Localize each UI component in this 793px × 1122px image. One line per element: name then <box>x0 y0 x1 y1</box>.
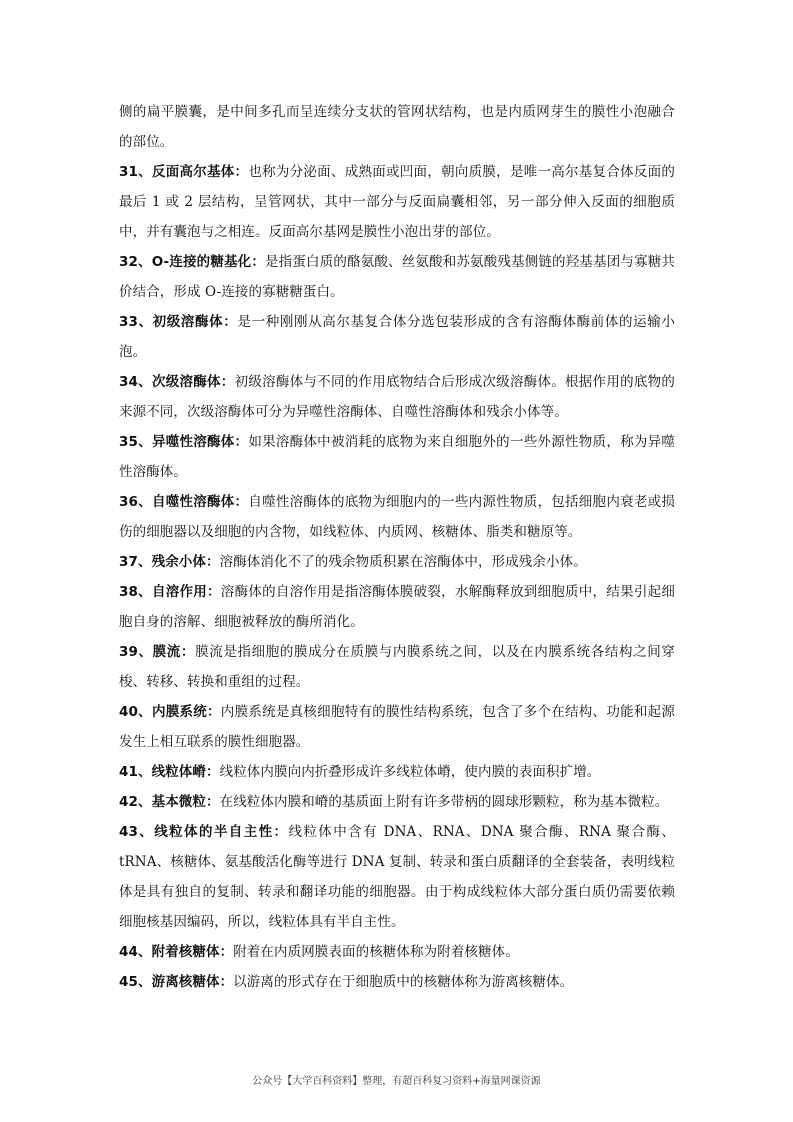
entry-term: 初级溶酶体： <box>152 314 238 330</box>
entry-term: 残余小体： <box>151 554 220 570</box>
page-footer: 公众号【大学百科资料】整理，有超百科复习资料+海量网课资源 <box>252 1076 541 1087</box>
entry-term: 游离核糖体： <box>151 974 234 990</box>
entry-number: 38、 <box>119 584 152 600</box>
entry-number: 37、 <box>119 554 152 570</box>
entry-definition: 溶酶体消化不了的残余物质积累在溶酶体中，形成残余小体。 <box>219 554 587 570</box>
entry-definition: 以游离的形式存在于细胞质中的核糖体称为游离核糖体。 <box>233 974 574 990</box>
glossary-entry-33 <box>119 307 675 367</box>
entry-term: 自溶作用： <box>151 584 221 600</box>
entry-definition: 线粒体内膜向内折叠形成许多线粒体嵴，使内膜的表面积扩增。 <box>219 764 601 780</box>
entry-definition: 溶酶体的自溶作用是指溶酶体膜破裂，水解酶释放到细胞质中，结果引起细胞自身的溶解、细胞被释放的酶所消化。 <box>119 584 676 630</box>
entry-term: 次级溶酶体： <box>151 374 235 390</box>
entry-definition: 膜流是指细胞的膜成分在质膜与内膜系统之间，以及在内膜系统各结构之间穿梭、转移、转换和重组的过程。 <box>119 644 675 690</box>
glossary-entry-43 <box>119 817 675 937</box>
entry-number: 34、 <box>119 374 152 390</box>
glossary-entry-39 <box>119 637 675 697</box>
entry-term: 线粒体的半自主性： <box>154 824 289 840</box>
glossary-entry-42 <box>119 787 675 817</box>
entry-number: 35、 <box>119 434 152 450</box>
entry-term: 膜流： <box>152 644 196 660</box>
entry-term: 基本微粒： <box>151 794 220 810</box>
entry-term: 自噬性溶酶体： <box>151 494 249 510</box>
entry-number: 31、 <box>119 164 152 180</box>
glossary-entry-37 <box>119 547 675 577</box>
entry-number: 44、 <box>119 944 152 960</box>
entry-term: 线粒体嵴： <box>151 764 220 780</box>
entry-definition: 如果溶酶体中被消耗的底物为来自细胞外的一些外源性物质，称为异噬性溶酶体。 <box>119 434 675 480</box>
entry-number: 42、 <box>119 794 152 810</box>
entry-number: 40、 <box>119 704 152 720</box>
glossary-entry-38 <box>119 577 675 637</box>
glossary-entry-45 <box>119 967 675 997</box>
entry-term: 内膜系统： <box>151 704 221 720</box>
entry-number: 36、 <box>119 494 152 510</box>
entry-definition: 是指蛋白质的酪氨酸、丝氨酸和苏氨酸残基侧链的羟基基团与寡糖共价结合，形成 O-连接的寡糖糖蛋白。 <box>119 254 676 300</box>
entry-number: 43、 <box>119 824 155 840</box>
glossary-entry-32 <box>119 247 675 307</box>
entry-term: 反面高尔基体： <box>151 164 249 180</box>
entry-definition: 是一种刚刚从高尔基复合体分选包装形成的含有溶酶体酶前体的运输小泡。 <box>119 314 675 360</box>
entry-number: 33、 <box>119 314 153 330</box>
entry-definition: 附着在内质网膜表面的核糖体称为附着核糖体。 <box>233 944 519 960</box>
entry-term: 异噬性溶酶体： <box>151 434 249 450</box>
glossary-entry-31 <box>119 157 675 247</box>
glossary-entry-36 <box>119 487 675 547</box>
entry-definition: 也称为分泌面、成熟面或凹面，朝向质膜，是唯一高尔基复合体反面的最后 1 或 2 层结构，呈管网状，其中一部分与反面扁囊相邻，另一部分伸入反面的细胞质中，并有囊泡与之相连。反面高尔基网是膜性小泡出芽的部位。 <box>119 164 675 240</box>
glossary-content <box>119 97 675 997</box>
entry-definition: 在线粒体内膜和嵴的基质面上附有许多带柄的圆球形颗粒，称为基本微粒。 <box>219 794 669 810</box>
glossary-entry-35 <box>119 427 675 487</box>
entry-number: 45、 <box>119 974 152 990</box>
entry-definition: 自噬性溶酶体的底物为细胞内的一些内源性物质，包括细胞内衰老或损伤的细胞器以及细胞的内含物，如线粒体、内质网、核糖体、脂类和糖原等。 <box>119 494 675 540</box>
glossary-entry-44 <box>119 937 675 967</box>
entry-term: 附着核糖体： <box>151 944 234 960</box>
entry-number: 41、 <box>119 764 152 780</box>
glossary-entry-41 <box>119 757 675 787</box>
glossary-entry-34 <box>119 367 675 427</box>
glossary-entry-40 <box>119 697 675 757</box>
entry-definition: 内膜系统是真核细胞特有的膜性结构系统，包含了多个在结构、功能和起源发生上相互联系的膜性细胞器。 <box>119 704 676 750</box>
continuation-paragraph: 侧的扁平膜囊，是中间多孔而呈连续分支状的管网状结构，也是内质网芽生的膜性小泡融合的部位。 <box>119 104 675 150</box>
entry-definition: 线粒体中含有 DNA、RNA、DNA 聚合酶、RNA 聚合酶、tRNA、核糖体、氨基酸活化酶等进行 DNA 复制、转录和蛋白质翻译的全套装备，表明线粒体是具有独自的复制、转录和翻译功能的细胞器。由于构成线粒体大部分蛋白质仍需要依赖细胞核基因编码，所以，线粒体具有半自主性。 <box>119 824 675 930</box>
entry-definition: 初级溶酶体与不同的作用底物结合后形成次级溶酶体。根据作用的底物的来源不同，次级溶酶体可分为异噬性溶酶体、自噬性溶酶体和残余小体等。 <box>119 374 676 420</box>
entry-term: O-连接的糖基化： <box>151 254 266 270</box>
entry-number: 32、 <box>119 254 152 270</box>
entry-number: 39、 <box>119 644 153 660</box>
